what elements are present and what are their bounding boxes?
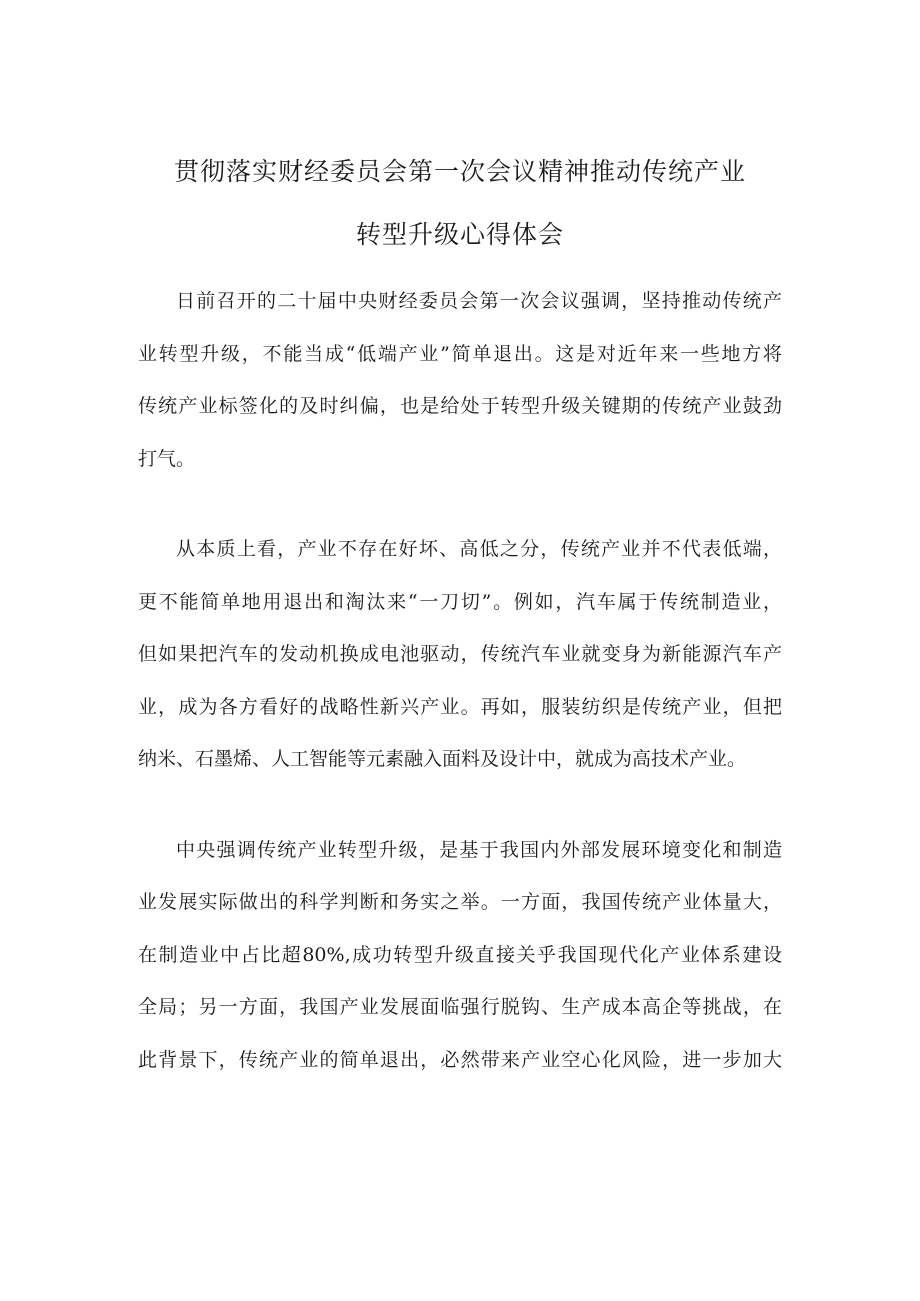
paragraph-line: 但如果把汽车的发动机换成电池驱动，传统汽车业就变身为新能源汽车产: [138, 643, 782, 665]
paragraph-line: 更不能简单地用退出和淘汰来“一刀切”。例如，汽车属于传统制造业，: [138, 590, 782, 613]
paragraph-line: 中央强调传统产业转型升级，是基于我国内外部发展环境变化和制造: [176, 838, 782, 861]
title-line-1: 贯彻落实财经委员会第一次会议精神推动传统产业: [173, 157, 746, 186]
paragraph-line: 日前召开的二十届中央财经委员会第一次会议强调，坚持推动传统产: [176, 290, 782, 312]
paragraph-1: [138, 275, 782, 485]
paragraph-line: 业发展实际做出的科学判断和务实之举。一方面，我国传统产业体量大，: [138, 891, 782, 913]
paragraph-2: [138, 523, 782, 786]
paragraph-line: 传统产业标签化的及时纠偏，也是给处于转型升级关键期的传统产业鼓劲: [138, 395, 782, 417]
paragraph-line: 纳米、石墨烯、人工智能等元素融入面料及设计中，就成为高技术产业。: [138, 748, 747, 770]
paragraph-line: 从本质上看，产业不存在好坏、高低之分，传统产业并不代表低端，: [176, 538, 782, 560]
document-body: [138, 275, 782, 1124]
paragraph-line: 业，成为各方看好的战略性新兴产业。再如，服装纺织是传统产业，但把: [138, 695, 782, 718]
paragraph-line: 业转型升级，不能当成“低端产业”简单退出。这是对近年来一些地方将: [138, 342, 782, 365]
paragraph-line: 打气。: [138, 447, 196, 470]
paragraph-line: 全局；另一方面，我国产业发展面临强行脱钩、生产成本高企等挑战，在: [138, 996, 782, 1018]
document-title: [138, 140, 782, 266]
paragraph-line: 此背景下，传统产业的简单退出，必然带来产业空心化风险，进一步加大: [138, 1048, 782, 1071]
paragraph-line: 在制造业中占比超80%,成功转型升级直接关乎我国现代化产业体系建设: [138, 943, 782, 966]
title-line-2: 转型升级心得体会: [355, 220, 564, 249]
paragraph-3: [138, 824, 782, 1087]
